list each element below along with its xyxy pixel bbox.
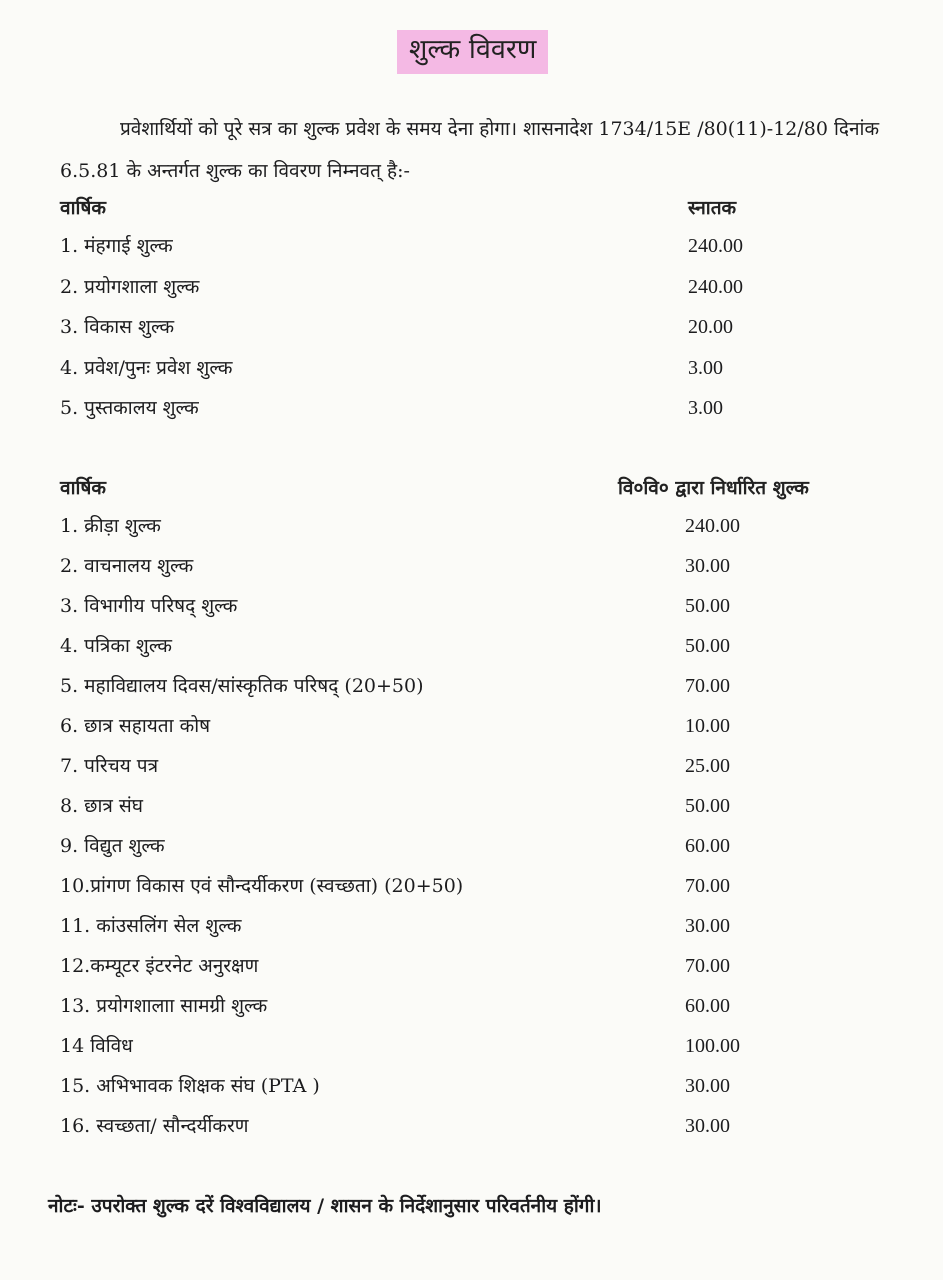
section2-row-value: 50.00 (685, 795, 730, 817)
section1-row-label: 4. प्रवेश/पुनः प्रवेश शुल्क (60, 356, 233, 379)
section1-row-value: 3.00 (688, 356, 723, 379)
section2-heading: वार्षिक (60, 477, 106, 499)
section1-row-label: 2. प्रयोगशाला शुल्क (60, 275, 200, 298)
section2-row-value: 30.00 (685, 1115, 730, 1137)
section1-row-value: 240.00 (688, 275, 743, 298)
page-title: शुल्क विवरण (397, 30, 548, 74)
section2-row-label: 3. विभागीय परिषद् शुल्क (60, 595, 238, 617)
section2-row-value: 10.00 (685, 715, 730, 737)
section1-row-label: 3. विकास शुल्क (60, 316, 175, 338)
section2-value-heading: वि०वि० द्वारा निर्धारित शुल्क (618, 477, 809, 499)
section2-row-value: 30.00 (685, 1075, 730, 1097)
section2-row-label: 1. क्रीड़ा शुल्क (60, 515, 161, 537)
section2-row-value: 240.00 (685, 515, 740, 537)
section2-row-value: 60.00 (685, 835, 730, 857)
section2-row-label: 15. अभिभावक शिक्षक संघ (PTA ) (60, 1075, 320, 1097)
section2-row-value: 70.00 (685, 955, 730, 977)
note-text: नोटः- उपरोक्त शुल्क दरें विश्वविद्यालय / शासन के निर्देशानुसार परिवर्तनीय होंगी। (48, 1195, 602, 1217)
section2-row-value: 70.00 (685, 875, 730, 897)
section2-row-label: 9. विद्युत शुल्क (60, 835, 165, 857)
section2-row-label: 14 विविध (60, 1035, 133, 1057)
section1-row-value: 3.00 (688, 397, 723, 419)
section2-row-value: 50.00 (685, 595, 730, 617)
intro-paragraph: प्रवेशार्थियों को पूरे सत्र का शुल्क प्रवेश के समय देना होगा। शासनादेश 1734/15E /80(11)-12/80 दिनांक 6.5.81 के अन्तर्गत शुल्क का विवरण निम्नवत् है:- (60, 118, 880, 182)
section1-row-value: 20.00 (688, 316, 733, 338)
section2-row-label: 11. कांउसलिंग सेल शुल्क (60, 915, 242, 937)
section2-row-label: 7. परिचय पत्र (60, 755, 159, 777)
section2-row-label: 5. महाविद्यालय दिवस/सांस्कृतिक परिषद् (20+50) (60, 675, 424, 697)
section2-row-label: 8. छात्र संघ (60, 795, 144, 817)
section2-row-label: 12.कम्यूटर इंटरनेट अनुरक्षण (60, 955, 259, 977)
section2-row-value: 70.00 (685, 675, 730, 697)
section2-row-label: 4. पत्रिका शुल्क (60, 635, 173, 657)
section1-row-label: 1. मंहगाई शुल्क (60, 235, 173, 257)
section2-row-label: 6. छात्र सहायता कोष (60, 715, 211, 737)
section2-row-label: 13. प्रयोगशालाा सामग्री शुल्क (60, 995, 268, 1017)
section1-value-heading: स्नातक (688, 197, 737, 219)
section2-row-label: 10.प्रांगण विकास एवं सौन्दर्यीकरण (स्वच्छता) (20+50) (60, 875, 464, 897)
section2-row-label: 2. वाचनालय शुल्क (60, 555, 194, 577)
section2-row-value: 30.00 (685, 555, 730, 577)
section2-row-value: 100.00 (685, 1035, 740, 1057)
section2-row-value: 30.00 (685, 915, 730, 937)
section1-row-label: 5. पुस्तकालय शुल्क (60, 397, 199, 419)
section2-row-value: 50.00 (685, 635, 730, 657)
section2-row-label: 16. स्वच्छता/ सौन्दर्यीकरण (60, 1115, 249, 1137)
section2-row-value: 60.00 (685, 995, 730, 1017)
section1-row-value: 240.00 (688, 235, 743, 257)
section2-row-value: 25.00 (685, 755, 730, 777)
section1-heading: वार्षिक (60, 197, 106, 219)
